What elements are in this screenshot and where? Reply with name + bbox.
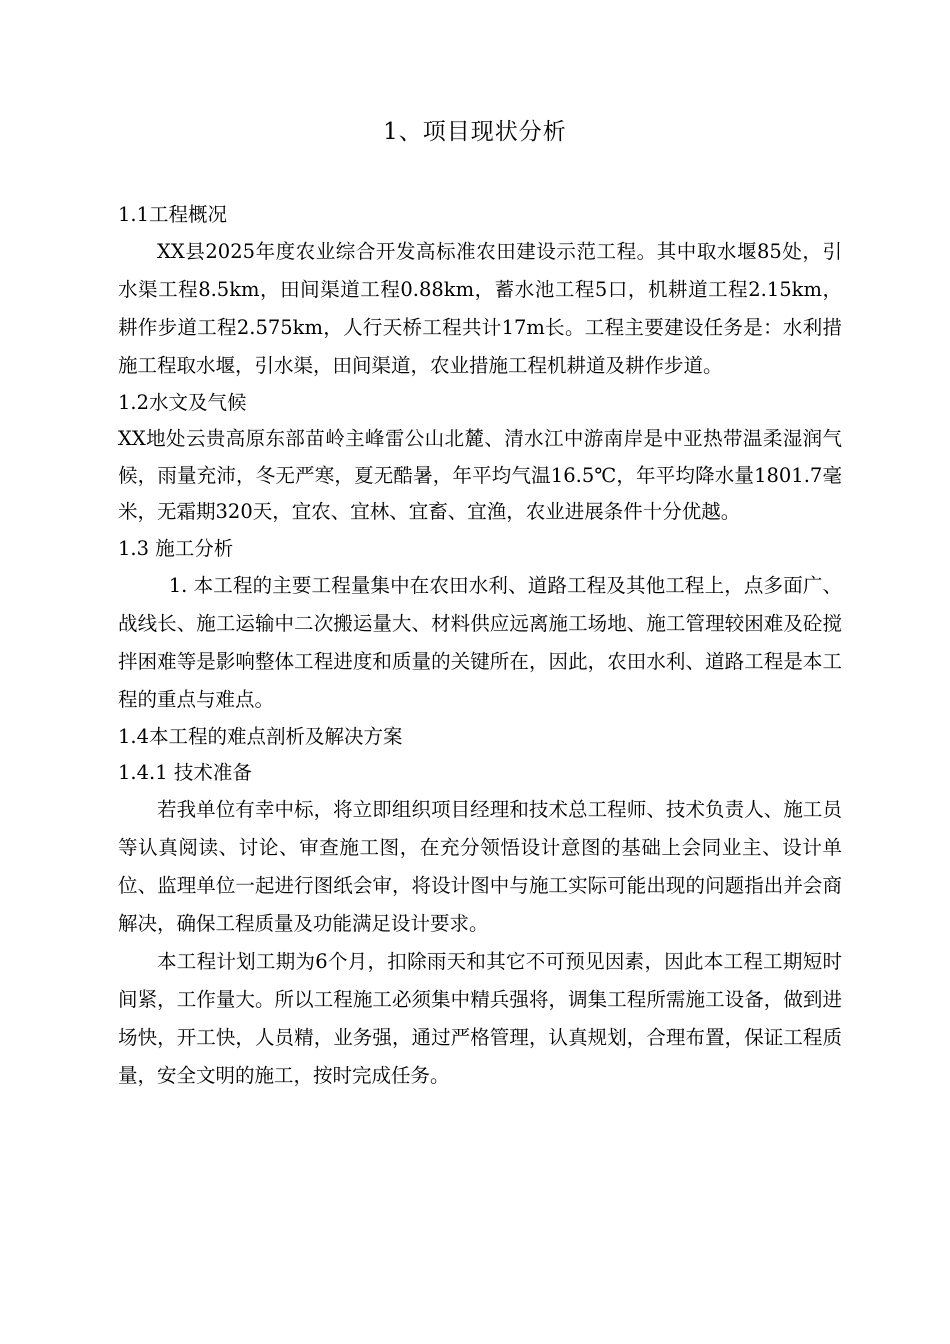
paragraph-project-overview: XX县2025年度农业综合开发高标准农田建设示范工程。其中取水堰85处，引水渠工程8.5km，田间渠道工程0.88km，蓄水池工程5口，机耕道工程2.15km，耕作步道工程2.575km，人行天桥工程共计17m长。工程主要建设任务是：水利措施工程取水堰，引水渠，田间渠道，农业措施工程机耕道及耕作步道。	[118, 240, 842, 377]
section-heading-1-2: 1.2水文及气候	[118, 391, 247, 414]
paragraph-schedule-plan: 本工程计划工期为6个月，扣除雨天和其它不可预见因素，因此本工程工期短时间紧，工作量大。所以工程施工必须集中精兵强将，调集工程所需施工设备，做到进场快，开工快，人员精，业务强，通过严格管理，认真规划，合理布置，保证工程质量，安全文明的施工，按时完成任务。	[118, 949, 842, 1087]
section-heading-1-3: 1.3 施工分析	[118, 536, 234, 560]
paragraph-hydrology-climate: XX地处云贵高原东部苗岭主峰雷公山北麓、清水江中游南岸是中亚热带温柔湿润气候，雨量充沛，冬无严寒，夏无酷暑，年平均气温16.5℃，年平均降水量1801.7毫米，无霜期320天，宜农、宜林、宜畜、宜渔，农业进展条件十分优越。	[118, 427, 842, 523]
paragraph-construction-analysis: 1. 本工程的主要工程量集中在农田水利、道路工程及其他工程上，点多面广、战线长、施工运输中二次搬运量大、材料供应远离施工场地、施工管理较困难及砼搅拌困难等是影响整体工程进度和质量的关键所在，因此，农田水利、道路工程是本工程的重点与难点。	[118, 573, 842, 711]
page-title: 1、项目现状分析	[383, 119, 567, 145]
document-body	[118, 197, 842, 1095]
section-heading-1-4: 1.4本工程的难点剖析及解决方案	[118, 724, 403, 748]
paragraph-technical-preparation: 若我单位有幸中标，将立即组织项目经理和技术总工程师、技术负责人、施工员等认真阅读、讨论、审查施工图，在充分领悟设计意图的基础上会同业主、设计单位、监理单位一起进行图纸会审，将设计图中与施工实际可能出现的问题指出并会商解决，确保工程质量及功能满足设计要求。	[118, 797, 842, 935]
section-heading-1-1: 1.1工程概况	[118, 203, 228, 226]
section-heading-1-4-1: 1.4.1 技术准备	[118, 760, 252, 784]
